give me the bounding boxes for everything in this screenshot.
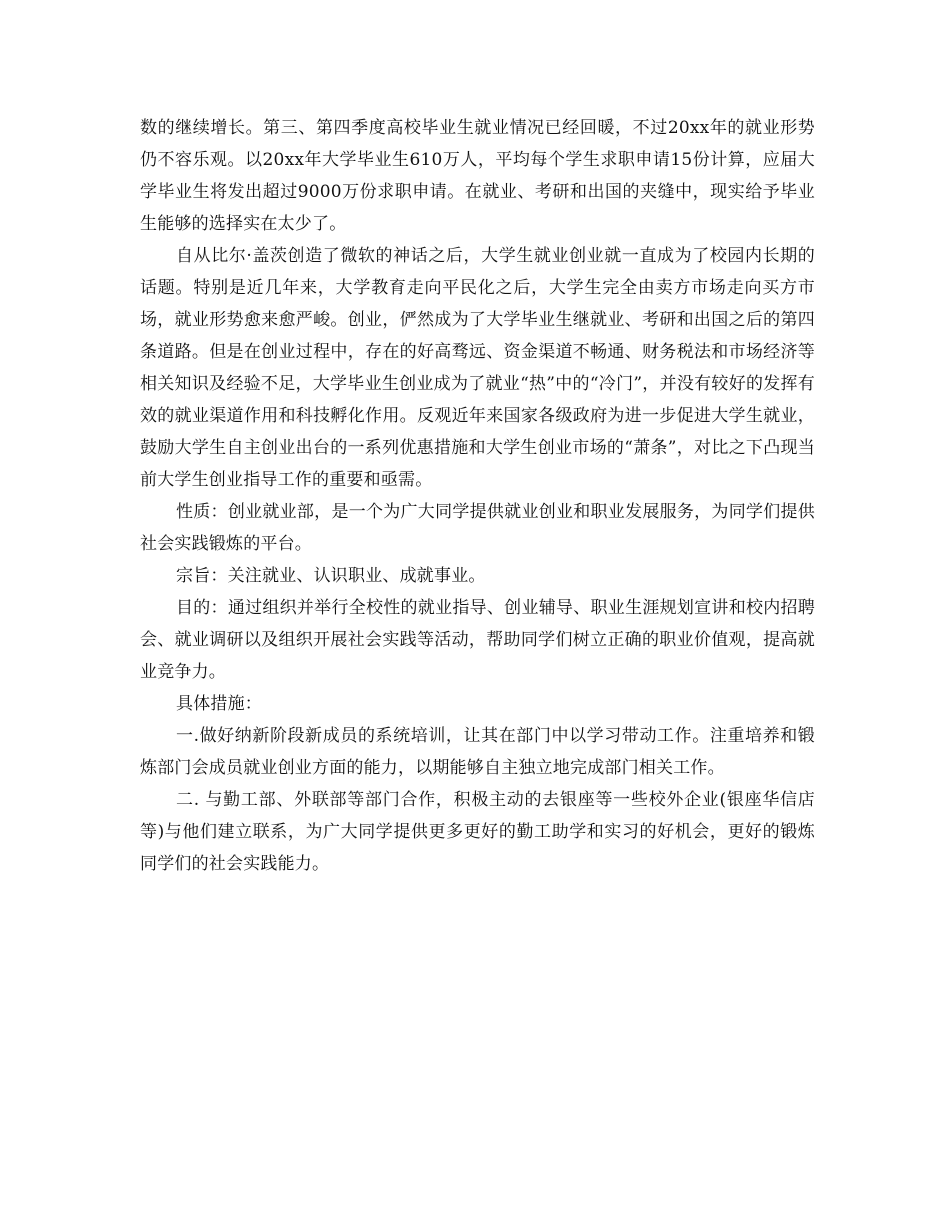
paragraph-measures-heading: 具体措施： [176,694,262,714]
paragraph-continuation: 数的继续增长。第三、第四季度高校毕业生就业情况已经回暖，不过20xx年的就业形势仍不容乐观。以20xx年大学毕业生610万人，平均每个学生求职申请15份计算，应届大学毕业生将发出超过9000万份求职申请。在就业、考研和出国的夹缝中，现实给予毕业生能够的选择实在太少了。 [140,118,815,234]
paragraph-measure-two: 二. 与勤工部、外联部等部门合作，积极主动的去银座等一些校外企业(银座华信店等)与他们建立联系，为广大同学提供更多更好的勤工助学和实习的好机会，更好的锻炼同学们的社会实践能力。 [140,790,815,874]
paragraph-background: 自从比尔·盖茨创造了微软的神话之后，大学生就业创业就一直成为了校园内长期的话题。特别是近几年来，大学教育走向平民化之后，大学生完全由卖方市场走向买方市场，就业形势愈来愈严峻。创业，俨然成为了大学毕业生继就业、考研和出国之后的第四条道路。但是在创业过程中，存在的好高骛远、资金渠道不畅通、财务税法和市场经济等相关知识及经验不足，大学毕业生创业成为了就业“热”中的“冷门”，并没有较好的发挥有效的就业渠道作用和科技孵化作用。反观近年来国家各级政府为进一步促进大学生就业，鼓励大学生自主创业出台的一系列优惠措施和大学生创业市场的“萧条”，对比之下凸现当前大学生创业指导工作的重要和亟需。 [140,246,815,490]
paragraph-purpose: 宗旨：关注就业、认识职业、成就事业。 [176,566,486,586]
paragraph-measure-one: 一.做好纳新阶段新成员的系统培训，让其在部门中以学习带动工作。注重培养和锻炼部门会成员就业创业方面的能力，以期能够自主独立地完成部门相关工作。 [140,726,815,778]
paragraph-nature: 性质：创业就业部，是一个为广大同学提供就业创业和职业发展服务，为同学们提供社会实践锻炼的平台。 [140,502,815,554]
paragraph-goal: 目的：通过组织并举行全校性的就业指导、创业辅导、职业生涯规划宣讲和校内招聘会、就业调研以及组织开展社会实践等活动，帮助同学们树立正确的职业价值观，提高就业竞争力。 [140,598,815,682]
document-body [140,112,815,880]
